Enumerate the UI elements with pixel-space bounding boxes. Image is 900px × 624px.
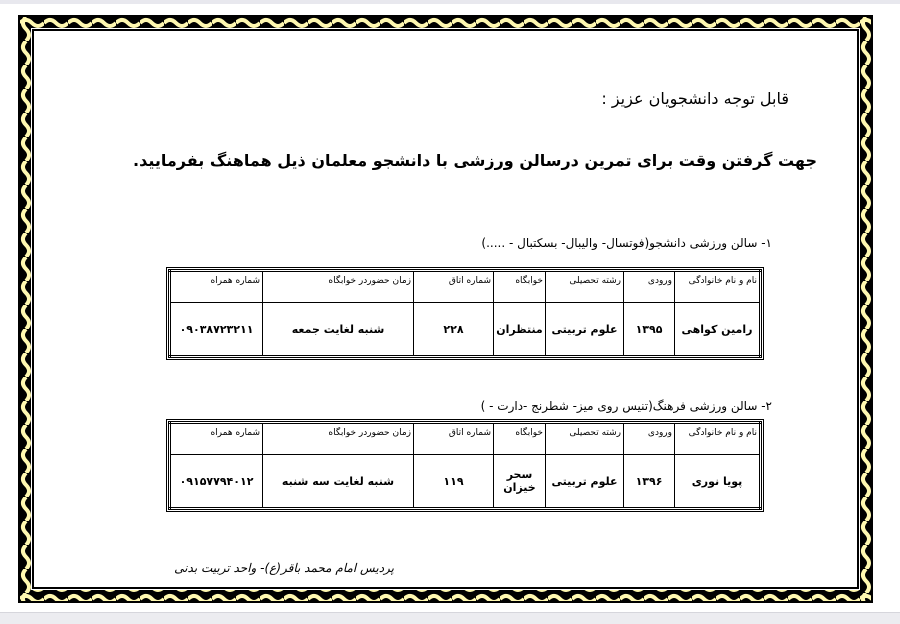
cell-field: علوم تربیتی: [546, 303, 624, 357]
window-bottom-bar: [0, 612, 900, 624]
col-time: زمان حضوردر خوابگاه: [263, 423, 414, 455]
col-name: نام و نام خانوادگی: [675, 423, 761, 455]
page-border: [18, 15, 873, 603]
cell-field: علوم تربیتی: [546, 455, 624, 509]
footer-signature: پردیس امام محمد باقر(ع)- واحد تربیت بدنی: [174, 561, 394, 575]
cell-time: شنبه لغایت جمعه: [263, 303, 414, 357]
cell-entry: ۱۳۹۶: [624, 455, 675, 509]
table-header-row: [170, 271, 761, 303]
cell-dorm: سحر خیزان: [494, 455, 546, 509]
page-content: [32, 29, 859, 589]
notice-heading: قابل توجه دانشجویان عزیز :: [601, 89, 789, 108]
notice-instruction: جهت گرفتن وقت برای تمرین درسالن ورزشی با دانشجو معلمان ذیل هماهنگ بفرمایید.: [133, 151, 817, 170]
col-dorm: خوابگاه: [494, 423, 546, 455]
cell-dorm: منتظران: [494, 303, 546, 357]
cell-time: شنبه لغایت سه شنبه: [263, 455, 414, 509]
window-top-bar: [0, 0, 900, 4]
section-2-title: ۲- سالن ورزشی فرهنگ(تنیس روی میز- شطرنج -دارت - ): [480, 399, 772, 413]
col-dorm: خوابگاه: [494, 271, 546, 303]
col-time: زمان حضوردر خوابگاه: [263, 271, 414, 303]
col-room: شماره اتاق: [414, 271, 494, 303]
table-row: [170, 303, 761, 357]
col-field: رشته تحصیلی: [546, 423, 624, 455]
col-entry: ورودی: [624, 423, 675, 455]
section-1-title: ۱- سالن ورزشی دانشجو(فوتسال- والیبال- بسکتبال - .....): [481, 236, 772, 250]
col-name: نام و نام خانوادگی: [675, 271, 761, 303]
col-phone: شماره همراه: [170, 423, 263, 455]
table-row: [170, 455, 761, 509]
col-field: رشته تحصیلی: [546, 271, 624, 303]
cell-name: رامین کواهی: [675, 303, 761, 357]
contact-table-2: [168, 421, 762, 510]
contact-table-1: [168, 269, 762, 358]
table-header-row: [170, 423, 761, 455]
col-phone: شماره همراه: [170, 271, 263, 303]
cell-name: پویا نوری: [675, 455, 761, 509]
cell-room: ۱۱۹: [414, 455, 494, 509]
cell-room: ۲۲۸: [414, 303, 494, 357]
col-entry: ورودی: [624, 271, 675, 303]
cell-phone: ۰۹۰۳۸۷۲۳۲۱۱: [170, 303, 263, 357]
col-room: شماره اتاق: [414, 423, 494, 455]
cell-phone: ۰۹۱۵۷۷۹۴۰۱۲: [170, 455, 263, 509]
cell-entry: ۱۳۹۵: [624, 303, 675, 357]
